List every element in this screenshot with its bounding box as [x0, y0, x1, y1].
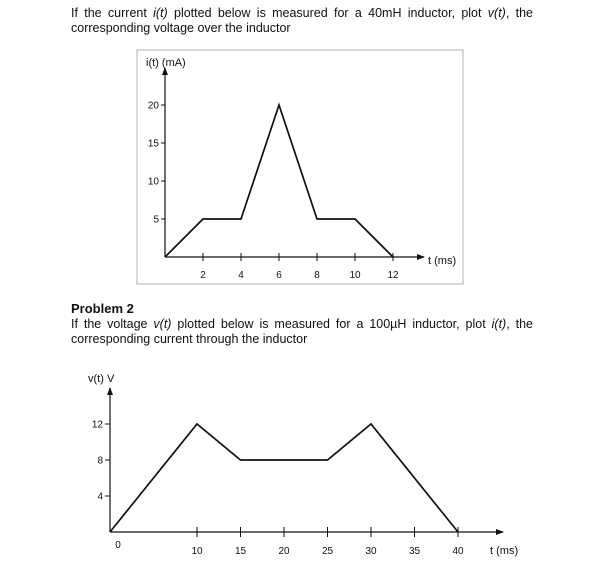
x-tick-label: 2	[200, 270, 206, 281]
problem2-text-middle: plotted below is measured for a 100µH inductor, plot	[171, 317, 492, 331]
x-tick-label: 25	[321, 546, 334, 557]
chart-current	[137, 50, 463, 284]
problem2-var-voltage: v(t)	[153, 317, 172, 331]
x-tick-label: 15	[234, 546, 247, 557]
series-line	[165, 105, 393, 257]
y-tick-label: 4	[97, 491, 103, 503]
x-tick-label: 6	[276, 270, 282, 281]
x-tick-label: 8	[314, 270, 320, 281]
problem2-text-prefix: If the voltage	[71, 317, 154, 331]
chart-voltage	[88, 373, 518, 557]
x-axis-title: t (ms)	[428, 255, 457, 267]
y-tick-label: 15	[147, 138, 159, 150]
origin-label: 0	[115, 540, 121, 551]
problem1-var-voltage: v(t)	[487, 6, 506, 20]
x-tick-label: 10	[349, 270, 361, 281]
problem2-text-suffix: , the corresponding current through the inductor	[71, 317, 533, 346]
problem2-title: Problem 2	[71, 301, 134, 316]
y-tick-label: 12	[91, 419, 103, 431]
x-tick-label: 10	[191, 546, 203, 557]
problem1-text-middle: plotted below is measured for a 40mH inductor, plot	[167, 6, 488, 20]
y-tick-label: 20	[147, 100, 159, 112]
y-tick-label: 10	[147, 176, 159, 188]
series-line	[110, 424, 458, 532]
x-axis-title: t (ms)	[490, 545, 519, 557]
y-axis-title: i(t) (mA)	[146, 57, 186, 69]
y-axis-title: v(t) V	[88, 373, 115, 385]
x-tick-label: 30	[365, 546, 377, 557]
x-tick-label: 35	[408, 546, 421, 557]
x-tick-label: 20	[278, 546, 290, 557]
problem2-var-current: i(t)	[491, 317, 507, 331]
x-tick-label: 4	[238, 270, 244, 281]
problem1-text-prefix: If the current	[71, 6, 154, 20]
y-tick-label: 5	[153, 214, 159, 226]
x-tick-label: 40	[452, 546, 464, 557]
problem1-var-current: i(t)	[153, 6, 168, 20]
y-tick-label: 8	[97, 455, 103, 467]
problem1-text-suffix: , the corresponding voltage over the inductor	[71, 6, 533, 35]
x-tick-label: 12	[387, 270, 399, 281]
